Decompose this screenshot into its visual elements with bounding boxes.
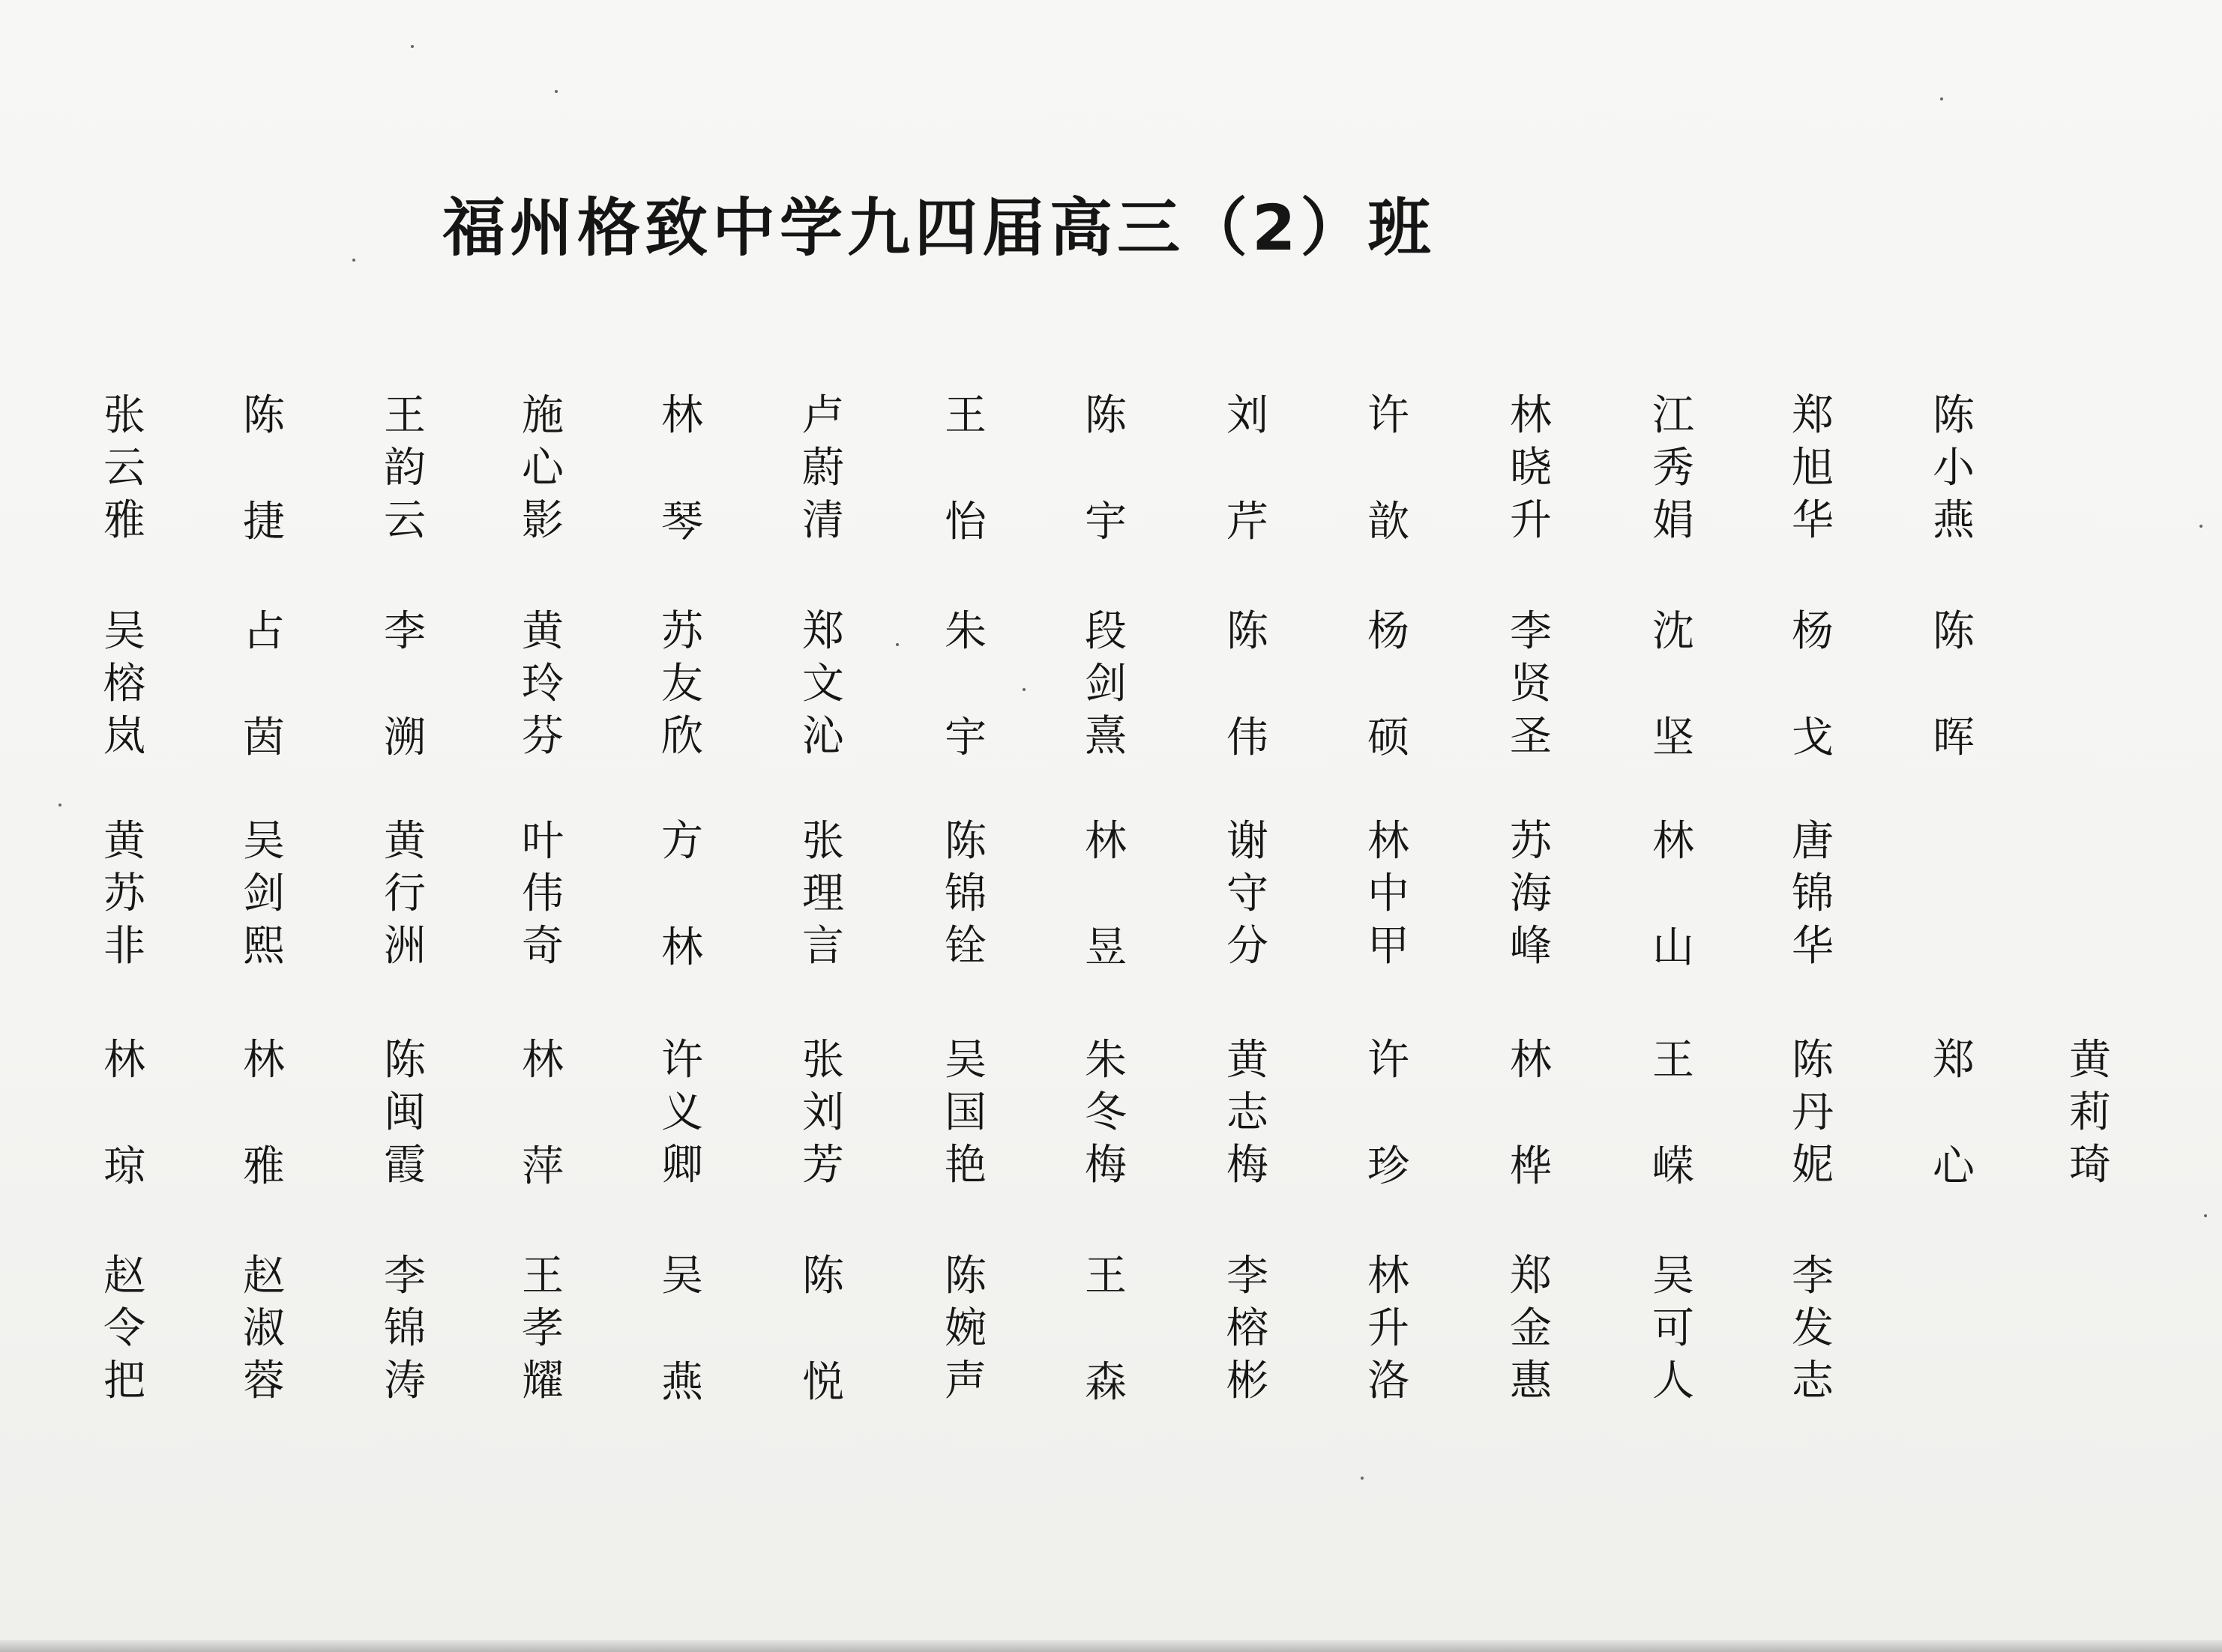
name-character: 甲 <box>1367 922 1409 971</box>
name-character: 令 <box>103 1304 145 1353</box>
name-character: 黄 <box>1226 1036 1268 1085</box>
paper-speck <box>1361 1477 1364 1480</box>
name-character: 苏 <box>1510 817 1552 866</box>
student-name <box>378 816 432 973</box>
name-character: 涛 <box>384 1357 426 1405</box>
paper-speck <box>352 259 355 262</box>
name-character: 旭 <box>1792 444 1834 492</box>
name-character: 晓 <box>1510 444 1552 492</box>
name-character: 许 <box>1367 1036 1409 1085</box>
student-name <box>1786 390 1840 547</box>
name-character: 心 <box>522 444 564 492</box>
name-character: 娟 <box>1652 496 1694 545</box>
student-name <box>1646 606 1700 765</box>
name-character: 沁 <box>802 712 844 761</box>
name-character: 吴 <box>945 1036 987 1085</box>
student-name <box>1646 816 1700 974</box>
name-character: 吴 <box>243 817 285 866</box>
name-character: 芳 <box>802 1141 844 1190</box>
name-character: 吴 <box>661 1252 703 1300</box>
name-character: 张 <box>802 1036 844 1085</box>
student-name <box>378 1034 432 1192</box>
name-character: 林 <box>243 1036 285 1085</box>
student-name <box>796 390 850 547</box>
name-character: 孝 <box>522 1304 564 1353</box>
name-character: 分 <box>1226 922 1268 971</box>
name-character: 华 <box>1792 496 1834 545</box>
student-name <box>516 390 570 547</box>
name-character: 李 <box>1792 1252 1834 1300</box>
name-character: 蔚 <box>802 444 844 492</box>
student-name <box>97 1034 151 1193</box>
student-name <box>796 606 850 763</box>
student-name <box>1504 1034 1558 1193</box>
name-character: 耀 <box>522 1357 564 1405</box>
name-character: 郑 <box>1792 391 1834 440</box>
name-character: 刘 <box>802 1088 844 1137</box>
paper-speck <box>58 804 61 807</box>
name-character: 文 <box>802 660 844 708</box>
student-name <box>1504 606 1558 763</box>
name-character: 段 <box>1085 607 1127 656</box>
name-character: 郑 <box>1510 1252 1552 1300</box>
name-character: 理 <box>802 869 844 918</box>
name-character: 李 <box>1226 1252 1268 1300</box>
name-character: 冬 <box>1085 1088 1127 1137</box>
name-character: 声 <box>945 1357 987 1405</box>
paper-speck <box>1940 97 1943 100</box>
name-character: 彬 <box>1226 1357 1268 1405</box>
name-character: 淑 <box>243 1304 285 1353</box>
name-character: 云 <box>384 496 426 545</box>
name-character: 燕 <box>661 1358 703 1407</box>
name-character: 伟 <box>522 869 564 918</box>
student-name <box>939 390 993 549</box>
name-character: 国 <box>945 1088 987 1137</box>
name-character: 苏 <box>661 607 703 656</box>
student-name <box>237 1250 291 1408</box>
name-character: 朱 <box>1085 1036 1127 1085</box>
name-character: 芹 <box>1226 498 1268 546</box>
name-character: 捷 <box>243 498 285 546</box>
student-name <box>1220 390 1274 549</box>
student-name <box>796 1250 850 1409</box>
paper-speck <box>896 643 899 646</box>
name-character: 黄 <box>384 817 426 866</box>
name-character: 霞 <box>384 1141 426 1190</box>
name-character: 守 <box>1226 869 1268 918</box>
name-character: 把 <box>103 1357 145 1405</box>
name-character: 陈 <box>1226 607 1268 656</box>
name-character: 林 <box>1510 1036 1552 1085</box>
student-name <box>2063 1034 2117 1192</box>
name-character: 林 <box>1367 817 1409 866</box>
name-character: 燕 <box>1933 496 1975 545</box>
name-character: 王 <box>945 391 987 440</box>
name-character: 王 <box>522 1252 564 1300</box>
name-character: 妮 <box>1792 1141 1834 1190</box>
name-character: 梅 <box>1226 1141 1268 1190</box>
name-character: 刘 <box>1226 391 1268 440</box>
paper-speck <box>2200 525 2203 528</box>
name-character: 雅 <box>103 496 145 545</box>
name-character: 晖 <box>1933 714 1975 762</box>
student-name <box>1220 606 1274 765</box>
name-character: 朱 <box>945 607 987 656</box>
name-character: 桦 <box>1510 1142 1552 1191</box>
name-character: 梅 <box>1085 1141 1127 1190</box>
name-character: 金 <box>1510 1304 1552 1353</box>
name-character: 华 <box>1792 922 1834 971</box>
name-character: 陈 <box>1085 391 1127 440</box>
page-title: 福州格致中学九四届高三（2）班 <box>442 191 1436 265</box>
student-name <box>1504 1250 1558 1408</box>
name-character: 江 <box>1652 391 1694 440</box>
student-name <box>1220 1250 1274 1408</box>
paper-speck <box>1023 688 1026 691</box>
student-name <box>1361 816 1415 973</box>
name-character: 杨 <box>1792 607 1834 656</box>
student-name <box>1646 1250 1700 1408</box>
name-character: 占 <box>243 607 285 656</box>
name-character: 林 <box>1085 817 1127 866</box>
name-character: 赵 <box>103 1252 145 1300</box>
paper-speck <box>411 45 414 48</box>
name-character: 陈 <box>1792 1036 1834 1085</box>
name-character: 琦 <box>2069 1141 2111 1190</box>
paper-speck <box>555 90 558 93</box>
student-name <box>796 816 850 973</box>
name-character: 言 <box>802 922 844 971</box>
name-character: 山 <box>1652 923 1694 972</box>
name-character: 熙 <box>243 922 285 971</box>
name-character: 林 <box>1510 391 1552 440</box>
name-character: 歆 <box>1367 498 1409 546</box>
name-character: 坚 <box>1652 714 1694 762</box>
name-character: 欣 <box>661 712 703 761</box>
name-character: 宇 <box>945 714 987 762</box>
student-name <box>1786 1250 1840 1408</box>
student-name <box>1504 390 1558 547</box>
student-name <box>939 1034 993 1192</box>
name-character: 伟 <box>1226 714 1268 762</box>
name-character: 森 <box>1085 1358 1127 1407</box>
name-character: 贤 <box>1510 660 1552 708</box>
name-character: 林 <box>103 1036 145 1085</box>
name-character: 硕 <box>1367 714 1409 762</box>
name-character: 黄 <box>103 817 145 866</box>
student-name <box>97 390 151 547</box>
name-character: 云 <box>103 444 145 492</box>
name-character: 方 <box>661 817 703 866</box>
student-name <box>939 1250 993 1408</box>
name-character: 昱 <box>1085 923 1127 972</box>
name-character: 影 <box>522 496 564 545</box>
name-character: 中 <box>1367 869 1409 918</box>
student-name <box>1786 1034 1840 1192</box>
name-character: 琴 <box>661 498 703 546</box>
name-character: 芬 <box>522 712 564 761</box>
student-name <box>237 606 291 765</box>
name-character: 可 <box>1652 1304 1694 1353</box>
name-character: 卿 <box>661 1141 703 1190</box>
name-character: 萍 <box>522 1142 564 1191</box>
name-character: 王 <box>1652 1036 1694 1085</box>
student-name <box>655 606 709 763</box>
paper-speck <box>2204 1214 2207 1217</box>
student-name <box>237 816 291 973</box>
student-name <box>97 1250 151 1408</box>
name-character: 小 <box>1933 444 1975 492</box>
student-name <box>655 816 709 974</box>
student-name <box>655 1250 709 1409</box>
student-name <box>939 816 993 973</box>
student-name <box>655 1034 709 1192</box>
name-character: 圣 <box>1510 712 1552 761</box>
name-character: 义 <box>661 1088 703 1137</box>
student-name <box>939 606 993 765</box>
name-character: 沈 <box>1652 607 1694 656</box>
student-name <box>796 1034 850 1192</box>
name-character: 陈 <box>802 1252 844 1300</box>
name-character: 锦 <box>945 869 987 918</box>
name-character: 唐 <box>1792 817 1834 866</box>
student-name <box>378 1250 432 1408</box>
name-character: 志 <box>1792 1357 1834 1405</box>
name-character: 黄 <box>2069 1036 2111 1085</box>
name-character: 陈 <box>384 1036 426 1085</box>
name-character: 林 <box>661 923 703 972</box>
name-character: 升 <box>1367 1304 1409 1353</box>
student-name <box>1927 390 1981 547</box>
name-character: 人 <box>1652 1357 1694 1405</box>
name-character: 谢 <box>1226 817 1268 866</box>
name-character: 陈 <box>945 817 987 866</box>
name-character: 卢 <box>802 391 844 440</box>
student-name <box>1786 606 1840 765</box>
name-character: 赵 <box>243 1252 285 1300</box>
name-character: 雅 <box>243 1142 285 1191</box>
name-character: 施 <box>522 391 564 440</box>
name-character: 非 <box>103 922 145 971</box>
name-character: 李 <box>384 607 426 656</box>
name-character: 嵘 <box>1652 1142 1694 1191</box>
name-character: 发 <box>1792 1304 1834 1353</box>
student-name <box>1079 1250 1133 1409</box>
name-character: 熹 <box>1085 712 1127 761</box>
name-character: 林 <box>522 1036 564 1085</box>
name-character: 志 <box>1226 1088 1268 1137</box>
student-name <box>1361 606 1415 765</box>
name-character: 宇 <box>1085 498 1127 546</box>
student-name <box>1079 606 1133 763</box>
name-character: 榕 <box>1226 1304 1268 1353</box>
name-character: 杨 <box>1367 607 1409 656</box>
name-character: 清 <box>802 496 844 545</box>
name-character: 洛 <box>1367 1357 1409 1405</box>
name-character: 吴 <box>103 607 145 656</box>
name-character: 溯 <box>384 714 426 762</box>
name-character: 婉 <box>945 1304 987 1353</box>
name-character: 秀 <box>1652 444 1694 492</box>
student-name <box>378 390 432 547</box>
student-name <box>1220 1034 1274 1192</box>
student-name <box>516 1034 570 1193</box>
name-character: 苏 <box>103 869 145 918</box>
name-character: 友 <box>661 660 703 708</box>
name-character: 锦 <box>384 1304 426 1353</box>
name-character: 韵 <box>384 444 426 492</box>
name-character: 丹 <box>1792 1088 1834 1137</box>
name-character: 许 <box>1367 391 1409 440</box>
name-character: 吴 <box>1652 1252 1694 1300</box>
student-name <box>1079 1034 1133 1192</box>
student-name <box>1927 1034 1981 1193</box>
page-edge-shadow <box>0 1640 2222 1652</box>
name-character: 李 <box>1510 607 1552 656</box>
name-character: 琼 <box>103 1142 145 1191</box>
student-name <box>1504 816 1558 973</box>
student-name <box>1361 1250 1415 1408</box>
name-character: 升 <box>1510 496 1552 545</box>
name-character: 林 <box>1652 817 1694 866</box>
student-name <box>1361 1034 1415 1193</box>
name-character: 悦 <box>802 1358 844 1407</box>
name-character: 林 <box>661 391 703 440</box>
student-name <box>97 606 151 763</box>
name-character: 惠 <box>1510 1357 1552 1405</box>
name-character: 陈 <box>1933 607 1975 656</box>
student-name <box>1361 390 1415 549</box>
student-name <box>1786 816 1840 973</box>
student-name <box>237 1034 291 1193</box>
name-character: 铨 <box>945 922 987 971</box>
name-character: 郑 <box>802 607 844 656</box>
student-name <box>516 606 570 763</box>
name-character: 怡 <box>945 498 987 546</box>
name-character: 叶 <box>522 817 564 866</box>
student-name <box>1927 606 1981 765</box>
student-name <box>237 390 291 549</box>
name-character: 行 <box>384 869 426 918</box>
student-name <box>1646 390 1700 547</box>
name-character: 榕 <box>103 660 145 708</box>
student-name <box>1220 816 1274 973</box>
name-character: 林 <box>1367 1252 1409 1300</box>
name-character: 莉 <box>2069 1088 2111 1137</box>
name-character: 郑 <box>1933 1036 1975 1085</box>
name-character: 黄 <box>522 607 564 656</box>
student-name <box>1079 816 1133 974</box>
student-name <box>1079 390 1133 549</box>
student-name <box>97 816 151 973</box>
name-character: 张 <box>802 817 844 866</box>
name-character: 许 <box>661 1036 703 1085</box>
name-character: 玲 <box>522 660 564 708</box>
name-character: 珍 <box>1367 1142 1409 1191</box>
name-character: 陈 <box>1933 391 1975 440</box>
student-name <box>516 1250 570 1408</box>
student-name <box>655 390 709 549</box>
name-character: 奇 <box>522 922 564 971</box>
name-character: 峰 <box>1510 922 1552 971</box>
name-character: 戈 <box>1792 714 1834 762</box>
name-character: 艳 <box>945 1141 987 1190</box>
student-name <box>516 816 570 973</box>
name-character: 李 <box>384 1252 426 1300</box>
name-character: 蓉 <box>243 1357 285 1405</box>
name-character: 岚 <box>103 712 145 761</box>
name-character: 张 <box>103 391 145 440</box>
name-character: 锦 <box>1792 869 1834 918</box>
name-character: 陈 <box>945 1252 987 1300</box>
name-character: 王 <box>1085 1252 1127 1300</box>
name-character: 海 <box>1510 869 1552 918</box>
name-character: 陈 <box>243 391 285 440</box>
name-character: 心 <box>1933 1142 1975 1191</box>
name-character: 洲 <box>384 922 426 971</box>
student-name <box>1646 1034 1700 1193</box>
name-character: 茵 <box>243 714 285 762</box>
name-character: 王 <box>384 391 426 440</box>
student-name <box>378 606 432 765</box>
name-character: 闽 <box>384 1088 426 1137</box>
name-character: 剑 <box>243 869 285 918</box>
name-character: 剑 <box>1085 660 1127 708</box>
